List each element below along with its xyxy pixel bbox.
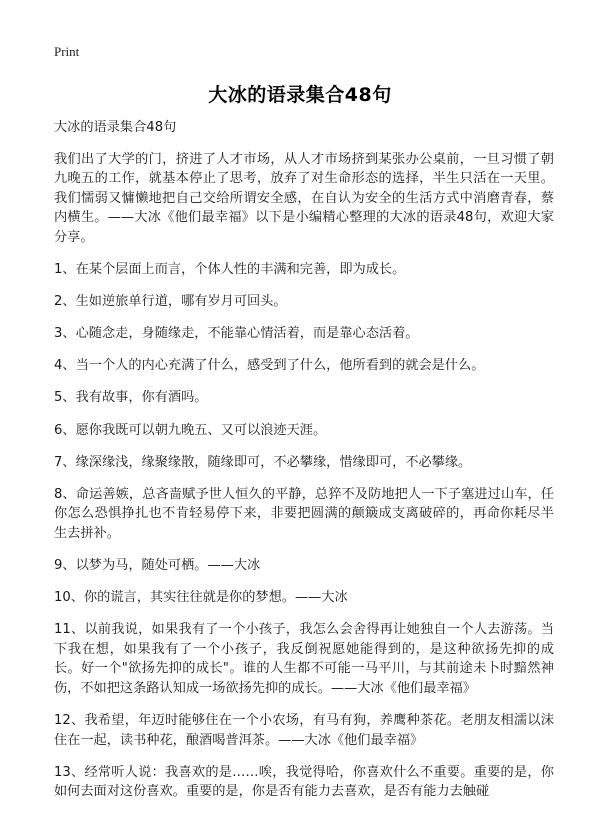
quote-item: 1、在某个层面上而言，个体人性的丰满和完善，即为成长。 [54, 262, 406, 278]
quote-item: 7、缘深缘浅，缘聚缘散，随缘即可，不必攀缘，惜缘即可，不必攀缘。 [54, 454, 472, 470]
print-link[interactable]: Print [54, 44, 80, 59]
quote-item: 12、我希望，年迈时能够住在一个小农场，有马有狗，养鹰种茶花。老朋友相濡以沫住在一起，读书种花，酿酒喝普洱茶。——大冰《他们最幸福》 [54, 713, 554, 748]
article-subtitle: 大冰的语录集合48句 [54, 120, 177, 135]
article-body [54, 118, 554, 814]
quote-item: 11、以前我说，如果我有了一个小孩子，我怎么会舍得再让她独自一个人去游荡。当下我在想，如果我有了一个小孩子，我反倒祝愿她能得到的，是这种欲扬先抑的成长。好一个"欲扬先抑的成长"。谁的人生都不可能一马平川，与其前途未卜时黯然神伤，不如把这条路认知成一场欲扬先抑的成长。——大冰《他们最幸福》 [54, 622, 554, 696]
quote-item: 8、命运善嫉，总吝啬赋予世人恒久的平静，总猝不及防地把人一下子塞进过山车，任你怎么恐惧挣扎也不肯轻易停下来，非要把圆满的颠簸成支离破碎的，再命你耗尽半生去拼补。 [54, 486, 554, 541]
article-intro: 我们出了大学的门，挤进了人才市场，从人才市场挤到某张办公桌前，一旦习惯了朝九晚五的工作，就基本停止了思考，放弃了对生命形态的选择，半生只活在一天里。我们懦弱又慵懒地把自己交给所谓安全感，在自认为安全的生活方式中消磨青春，蔡内横生。——大冰《他们最幸福》以下是小编精心整理的大冰的语录48句，欢迎大家分享。 [54, 151, 554, 245]
quote-item: 6、愿你我既可以朝九晚五、又可以浪迹天涯。 [54, 422, 327, 438]
quote-item: 13、经常听人说：我喜欢的是……唉，我觉得哈，你喜欢什么不重要。重要的是，你如何去面对这份喜欢。重要的是，你是否有能力去喜欢，是否有能力去触碰 [54, 764, 554, 800]
quote-item: 2、生如逆旅单行道，哪有岁月可回头。 [54, 294, 287, 310]
page-title: 大冰的语录集合48句 [208, 84, 392, 106]
quote-item: 3、心随念走，身随缘走，不能靠心情活着，而是靠心态活着。 [54, 326, 419, 342]
quote-item: 9、以梦为马，随处可栖。——大冰 [54, 558, 261, 573]
quote-item: 4、当一个人的内心充满了什么，感受到了什么，他所看到的就会是什么。 [54, 358, 485, 374]
quote-item: 5、我有故事，你有酒吗。 [54, 390, 208, 406]
quote-item: 10、你的谎言，其实往往就是你的梦想。——大冰 [54, 590, 348, 606]
